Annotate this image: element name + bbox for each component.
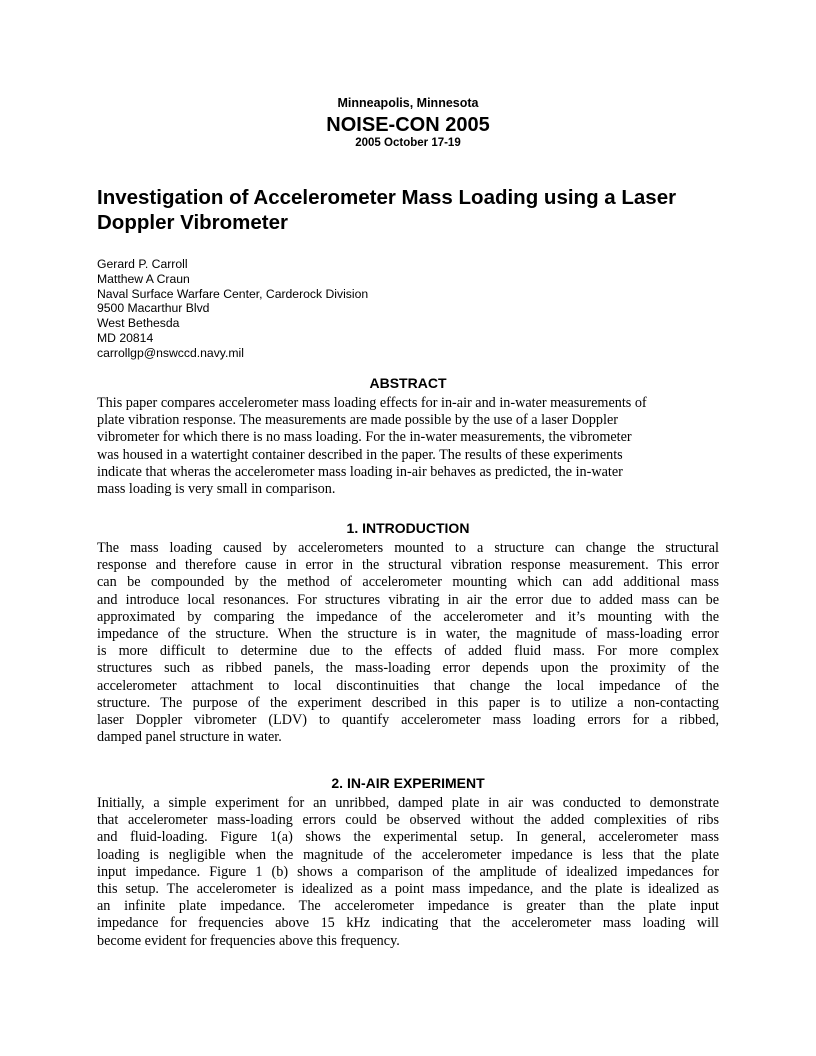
text-line: damped panel structure in water. <box>97 729 282 746</box>
text-line: is more difficult to determine due to the effects of added fluid mass. For more complex <box>97 643 719 660</box>
text-line: an infinite plate impedance. The accelerometer impedance is greater than the plate input <box>97 898 719 915</box>
in-air-heading: 2. IN-AIR EXPERIMENT <box>331 775 485 791</box>
text-line: impedance for frequencies above 15 kHz indicating that the accelerometer mass loading will <box>97 915 719 932</box>
author-address: 9500 Macarthur Blvd <box>97 301 210 316</box>
text-line: mass loading is very small in comparison. <box>97 481 336 498</box>
text-line: that accelerometer mass-loading errors could be observed without the added complexities of ribs <box>97 812 719 829</box>
text-line: input impedance. Figure 1 (b) shows a comparison of the amplitude of idealized impedances for <box>97 863 719 880</box>
introduction-text <box>97 540 719 746</box>
in-air-text <box>97 795 719 950</box>
abstract-text <box>97 395 719 498</box>
text-line: loading is negligible when the magnitude of the accelerometer impedance is less that the plate <box>97 846 719 863</box>
author-affiliation: Naval Surface Warfare Center, Carderock Division <box>97 286 369 301</box>
text-line: approximated by comparing the impedance of the accelerometer and it’s mounting with the <box>97 608 719 625</box>
author-address: MD 20814 <box>97 330 154 345</box>
text-line: become evident for frequencies above this frequency. <box>97 932 400 949</box>
text-line: plate vibration response. The measurements are made possible by the use of a laser Doppler <box>97 412 618 429</box>
author-block <box>97 257 368 361</box>
text-line: and introduce local resonances. For structures vibrating in air the error due to added mass can be <box>97 591 719 608</box>
text-line: indicate that wheras the accelerometer mass loading in-air behaves as predicted, the in-water <box>97 463 623 480</box>
text-line: This paper compares accelerometer mass loading effects for in-air and in-water measurements of <box>97 395 647 411</box>
author-name: Gerard P. Carroll <box>97 257 188 271</box>
conference-location: Minneapolis, Minnesota <box>337 96 479 110</box>
text-line: impedance of the structure. When the structure is in water, the magnitude of mass-loading error <box>97 626 719 643</box>
conference-name: NOISE-CON 2005 <box>326 114 490 136</box>
text-line: structures such as ribbed panels, the mass-loading error depends upon the proximity of the <box>97 660 719 677</box>
text-line: was housed in a watertight container described in the paper. The results of these experiments <box>97 446 623 463</box>
paper-title <box>97 185 719 235</box>
abstract-heading: ABSTRACT <box>369 375 447 391</box>
conference-dates: 2005 October 17-19 <box>355 137 461 149</box>
text-line: and fluid-loading. Figure 1(a) shows the experimental setup. In general, accelerometer mass <box>97 829 719 846</box>
text-line: response and therefore cause in error in the structural vibration response measurement. This error <box>97 557 719 574</box>
author-name: Matthew A Craun <box>97 271 190 286</box>
author-email: carrollgp@nswccd.navy.mil <box>97 345 244 360</box>
title-line: Investigation of Accelerometer Mass Loading using a Laser <box>97 186 677 209</box>
text-line: The mass loading caused by accelerometers mounted to a structure can change the structural <box>97 540 719 556</box>
text-line: can be compounded by the method of accelerometer mounting which can add additional mass <box>97 574 719 591</box>
text-line: vibrometer for which there is no mass loading. For the in-water measurements, the vibrometer <box>97 429 632 446</box>
introduction-heading: 1. INTRODUCTION <box>346 520 470 536</box>
author-address: West Bethesda <box>97 316 180 331</box>
title-line: Doppler Vibrometer <box>97 211 288 234</box>
text-line: accelerometer attachment to local discontinuities that change the local impedance of the <box>97 677 719 694</box>
text-line: laser Doppler vibrometer (LDV) to quantify accelerometer mass loading errors for a ribbed, <box>97 712 719 729</box>
text-line: Initially, a simple experiment for an unribbed, damped plate in air was conducted to demonstrate <box>97 795 719 811</box>
text-line: structure. The purpose of the experiment described in this paper is to utilize a non-contacting <box>97 694 719 711</box>
text-line: this setup. The accelerometer is idealized as a point mass impedance, and the plate is idealized as <box>97 881 719 898</box>
